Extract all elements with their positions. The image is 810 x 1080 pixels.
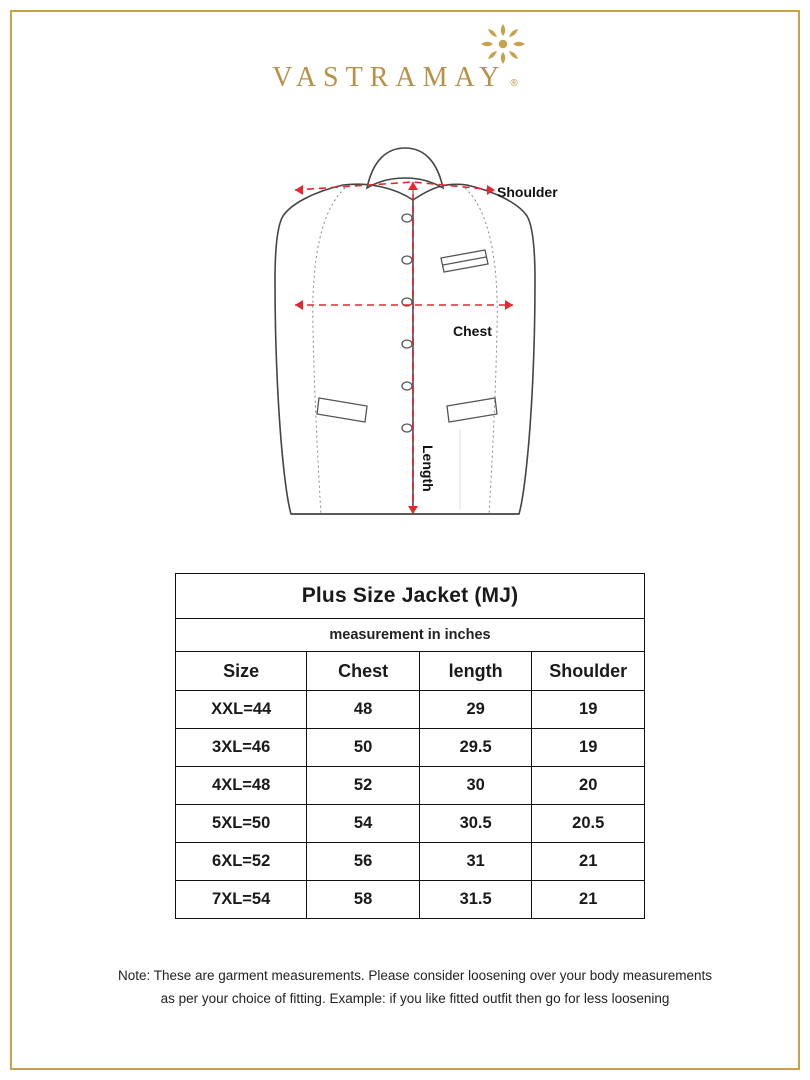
cell-length: 30.5 (419, 805, 532, 843)
note-line-1: Note: These are garment measurements. Please consider loosening over your body measurements (117, 968, 713, 983)
garment-diagram (10, 130, 800, 560)
column-header-size: Size (176, 652, 307, 691)
cell-shoulder: 21 (532, 843, 645, 881)
table-title: Plus Size Jacket (MJ) (176, 574, 645, 619)
registered-mark: ® (510, 78, 518, 89)
column-header-length: length (419, 652, 532, 691)
cell-size: 4XL=48 (176, 767, 307, 805)
label-length: Length (420, 445, 436, 492)
size-table-container (175, 573, 645, 919)
table-title-row (176, 574, 645, 619)
table-subtitle-row (176, 619, 645, 652)
cell-size: 3XL=46 (176, 729, 307, 767)
cell-length: 29.5 (419, 729, 532, 767)
cell-length: 29 (419, 691, 532, 729)
table-row (176, 805, 645, 843)
note-line-2: as per your choice of fitting. Example: if you like fitted outfit then go for less loosening (160, 990, 670, 1006)
cell-size: 5XL=50 (176, 805, 307, 843)
cell-chest: 50 (307, 729, 420, 767)
table-row (176, 767, 645, 805)
cell-length: 31 (419, 843, 532, 881)
cell-chest: 48 (307, 691, 420, 729)
cell-size: 7XL=54 (176, 881, 307, 919)
column-header-chest: Chest (307, 652, 420, 691)
table-row (176, 881, 645, 919)
label-chest: Chest (453, 323, 492, 339)
cell-length: 31.5 (419, 881, 532, 919)
cell-shoulder: 20.5 (532, 805, 645, 843)
table-row (176, 843, 645, 881)
cell-size: 6XL=52 (176, 843, 307, 881)
table-row (176, 729, 645, 767)
cell-chest: 56 (307, 843, 420, 881)
column-header-shoulder: Shoulder (532, 652, 645, 691)
cell-shoulder: 21 (532, 881, 645, 919)
cell-shoulder: 19 (532, 691, 645, 729)
brand-name: VASTRAMAY (272, 62, 507, 93)
cell-chest: 54 (307, 805, 420, 843)
table-subtitle: measurement in inches (176, 619, 645, 652)
floral-ornament-icon (477, 22, 529, 66)
cell-chest: 58 (307, 881, 420, 919)
table-row (176, 691, 645, 729)
label-shoulder: Shoulder (497, 184, 558, 200)
note-text (30, 965, 800, 1011)
page-content (10, 10, 800, 1070)
size-table (175, 573, 645, 919)
cell-shoulder: 19 (532, 729, 645, 767)
cell-size: XXL=44 (176, 691, 307, 729)
table-header-row (176, 652, 645, 691)
brand-header (10, 38, 800, 105)
cell-chest: 52 (307, 767, 420, 805)
cell-shoulder: 20 (532, 767, 645, 805)
brand-logo (245, 38, 565, 100)
cell-length: 30 (419, 767, 532, 805)
